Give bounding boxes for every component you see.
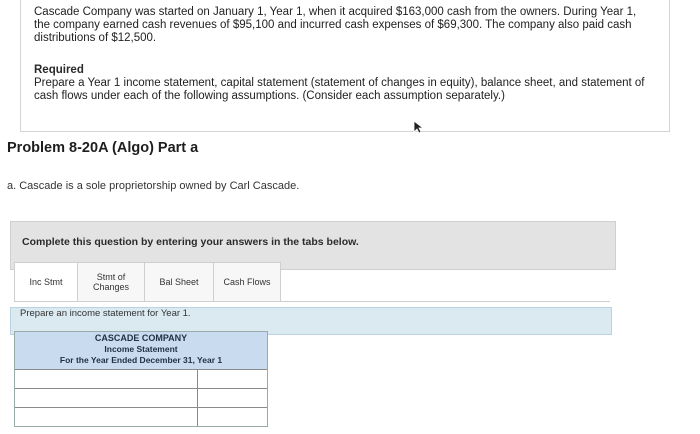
tab-stmt-of-changes-line1: Stmt of <box>96 272 126 282</box>
statement-row <box>15 407 267 426</box>
statement-period: For the Year Ended December 31, Year 1 <box>59 355 223 365</box>
tab-stmt-of-changes-line2: Changes <box>92 282 130 292</box>
row-amount-input[interactable] <box>198 390 267 408</box>
tab-bal-sheet[interactable] <box>144 262 214 302</box>
row-amount-input[interactable] <box>198 409 267 427</box>
part-a-text: a. Cascade is a sole proprietorship owned by Carl Cascade. <box>7 180 300 192</box>
cursor-icon <box>412 120 426 134</box>
row-label-cell <box>15 389 198 407</box>
tab-divider <box>14 301 610 302</box>
row-label-input[interactable] <box>15 409 197 427</box>
tab-cash-flows[interactable] <box>213 262 281 302</box>
statement-row <box>15 369 267 388</box>
row-label-input[interactable] <box>15 390 197 408</box>
row-label-cell <box>15 370 198 388</box>
problem-title: Problem 8-20A (Algo) Part a <box>7 140 199 156</box>
tab-inc-stmt[interactable] <box>14 262 78 302</box>
statement-company: CASCADE COMPANY <box>94 333 188 343</box>
statement-header <box>15 332 267 369</box>
instruction-text: Prepare an income statement for Year 1. <box>20 308 191 319</box>
required-text: Prepare a Year 1 income statement, capital statement (statement of changes in equity), balance sheet, and statement of cash flows under each of the following assumptions. (Consider each assumption separately.) <box>34 77 645 102</box>
tab-stmt-of-changes[interactable] <box>77 262 145 302</box>
statement-name: Income Statement <box>104 344 178 354</box>
problem-intro: Cascade Company was started on January 1, Year 1, when it acquired $163,000 cash from the owners. During Year 1, the company earned cash revenues of $95,100 and incurred cash expenses of $69,300. The company also paid cash distributions of $12,500. <box>34 6 637 44</box>
row-label-input[interactable] <box>15 371 197 389</box>
row-label-cell <box>15 408 198 426</box>
income-statement <box>14 331 268 427</box>
complete-prompt: Complete this question by entering your answers in the tabs below. <box>22 236 359 248</box>
statement-row <box>15 388 267 407</box>
tab-cash-flows-label: Cash Flows <box>223 277 271 287</box>
row-amount-cell <box>198 370 267 388</box>
row-amount-input[interactable] <box>198 371 267 389</box>
tab-stmt-of-changes-label <box>93 272 129 292</box>
required-heading: Required <box>34 64 84 76</box>
tab-inc-stmt-label: Inc Stmt <box>29 277 63 287</box>
row-amount-cell <box>198 408 267 426</box>
row-amount-cell <box>198 389 267 407</box>
tab-bal-sheet-label: Bal Sheet <box>159 277 199 287</box>
